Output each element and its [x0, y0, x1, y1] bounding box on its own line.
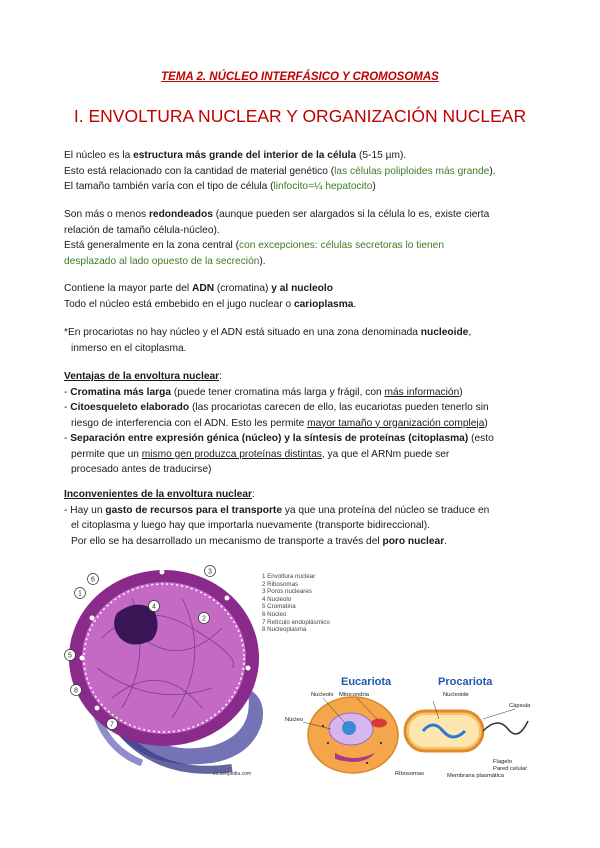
label-nucleoide: Nucleoide — [443, 692, 469, 698]
label-ribosomas: Ribosomas — [395, 771, 424, 777]
disadvantages-section: Inconvenientes de la envoltura nuclear: - Hay un gasto de recursos para el transporte ya que una proteína del núcleo se traduce en el citoplasma y luego hay que importarla nuevamente (transporte bidireccional). Por ello se ha desarrollado un mecanismo de transporte a través del poro nuclear. — [64, 489, 490, 547]
marker-1: 1 — [78, 590, 82, 598]
figure-credit: es.wikipedia.com — [212, 771, 252, 777]
marker-6: 6 — [91, 576, 95, 584]
advantages-title: Ventajas de la envoltura nuclear — [64, 371, 220, 382]
paragraph-shape: Son más o menos redondeados (aunque pueden ser alargados si la célula lo es, existe cierta relación de tamaño célula-núcleo). Está generalmente en la zona central (con excepciones: células secretoras lo tienen desplazado al lado opuesto de la secreción). — [64, 209, 490, 267]
marker-8: 8 — [74, 687, 78, 695]
paragraph-size: El núcleo es la estructura más grande del interior de la célula (5-15 µm). Esto está relacionado con la cantidad de material genético (las células poliploides más grande). El tamaño también varía con el tipo de célula (linfocito=¼ hepatocito) — [64, 150, 496, 192]
label-capsula: Cápsula — [509, 703, 531, 709]
marker-3: 3 — [208, 568, 212, 576]
label-membrana: Membrana plasmática — [447, 773, 505, 779]
nucleus-legend: 1 Envoltura nuclear 2 Ribosomas 3 Poros nucleares 4 Nucleolo 5 Cromatina 6 Núcleo 7 Retículo endoplásmico 8 Nucleoplasma — [262, 573, 330, 634]
cell-comparison-diagram — [283, 671, 541, 783]
marker-5: 5 — [68, 652, 72, 660]
advantages-section: Ventajas de la envoltura nuclear: - Cromatina más larga (puede tener cromatina más larga y frágil, con más información) - Citoesqueleto elaborado (las procariotas carecen de ello, las eucariotas pueden tenerlo sin riesgo de interferencia con el ADN. Esto les permite mayor tamaño y organización compleja) - Separación entre expresión génica (núcleo) y la síntesis de proteínas (citoplasma) (esto permite que un mismo gen produzca proteínas distintas, ya que el ARNm puede ser procesado antes de traducirse) — [64, 371, 494, 475]
label-nucleolo: Nucleolo — [311, 692, 334, 698]
eukaryote-title: Eucariota — [341, 676, 392, 688]
marker-7: 7 — [110, 721, 114, 729]
paragraph-prokaryotes: *En procariotas no hay núcleo y el ADN está situado en una zona denominada nucleoide, inmerso en el citoplasma. — [64, 327, 472, 354]
label-flagelo: Flagelo — [493, 759, 513, 765]
marker-4: 4 — [152, 603, 156, 611]
section-title: I. ENVOLTURA NUCLEAR Y ORGANIZACIÓN NUCLEAR — [73, 106, 527, 126]
marker-2: 2 — [202, 615, 206, 623]
nucleus-diagram — [62, 558, 272, 778]
label-mitocondria: Mitocondria — [339, 692, 369, 698]
prokaryote-title: Procariota — [438, 676, 493, 688]
paragraph-content: Contiene la mayor parte del ADN (cromatina) y al nucleolo Todo el núcleo está embebido en el jugo nuclear o carioplasma. — [64, 283, 357, 310]
topic-title: TEMA 2. NÚCLEO INTERFÁSICO Y CROMOSOMAS — [161, 71, 439, 83]
label-pared-celular: Pared celular — [493, 766, 528, 772]
disadvantages-title: Inconvenientes de la envoltura nuclear — [64, 489, 252, 500]
label-nucleo: Núcleo — [285, 717, 304, 723]
